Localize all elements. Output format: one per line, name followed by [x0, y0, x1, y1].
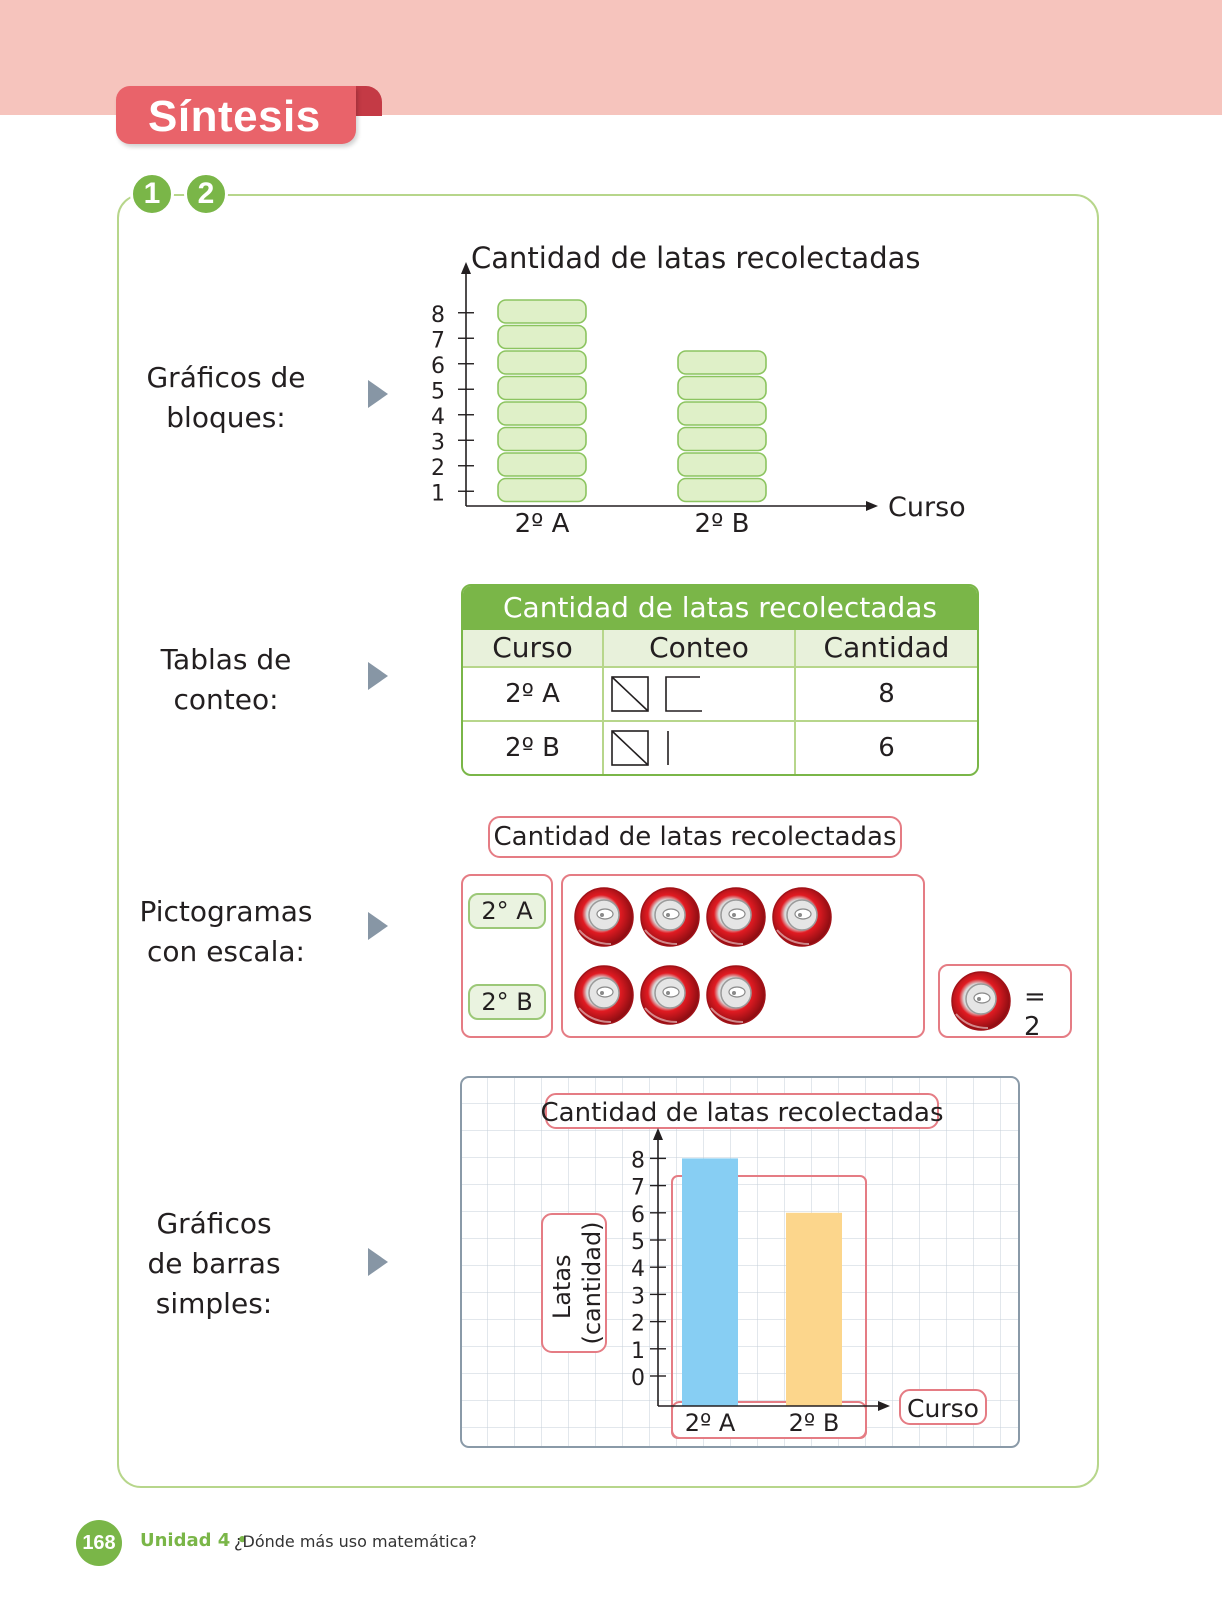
- row-label-tally: Tablas de conteo:: [160, 643, 292, 716]
- block-0: [498, 453, 586, 476]
- arrow-right-icon: [368, 662, 388, 690]
- cell-cantidad: 8: [878, 679, 895, 709]
- cell-curso: 2º A: [463, 668, 604, 720]
- tally-table: [461, 584, 979, 776]
- bar-y-tick-label: 2: [631, 1311, 645, 1337]
- bar-1: [786, 1213, 842, 1406]
- tally-table-caption: Cantidad de latas recolectadas: [463, 586, 977, 630]
- cell-curso: 2º B: [463, 722, 604, 774]
- pictogram-scale-text: = 2: [1024, 982, 1046, 1042]
- bar-category-label: 2º A: [684, 1409, 736, 1437]
- y-tick-label: 1: [431, 481, 445, 507]
- table-row: [463, 720, 977, 774]
- block-category-label: 2º B: [694, 509, 750, 539]
- block-0: [498, 377, 586, 400]
- table-row: [463, 666, 977, 720]
- bar-category-label: 2º B: [788, 1409, 840, 1437]
- soda-can-icon: [703, 884, 769, 950]
- block-0: [498, 300, 586, 323]
- cell-conteo: [604, 668, 796, 720]
- arrow-right-icon: [368, 912, 388, 940]
- footer-subtitle: ¿Dónde más uso matemática?: [234, 1532, 477, 1551]
- tally-marks-icon: [604, 722, 794, 774]
- pictogram-scale-box: [938, 964, 1072, 1042]
- y-axis-arrow-icon: [461, 262, 471, 274]
- bar-chart: [460, 1076, 1020, 1448]
- block-chart: [420, 236, 980, 556]
- block-0: [498, 326, 586, 349]
- pictogram-label-2b: 2° B: [468, 984, 546, 1020]
- pictogram-icons-box: [561, 874, 925, 1038]
- bar-chart-xlabel: Curso: [907, 1394, 979, 1423]
- row-label-bars: Gráficos de barras simples:: [147, 1207, 281, 1320]
- y-tick-label: 8: [431, 302, 445, 328]
- bar-y-tick-label: 7: [631, 1175, 645, 1201]
- soda-can-icon: [703, 962, 769, 1028]
- block-0: [498, 351, 586, 374]
- bar-0: [682, 1158, 738, 1406]
- title-tab-fold: [352, 86, 382, 116]
- page-number: 168: [76, 1520, 122, 1566]
- header-conteo: Conteo: [604, 630, 796, 666]
- row-label-pictogram: Pictogramas con escala:: [139, 895, 313, 968]
- tally-marks-icon: [604, 668, 794, 720]
- block-1: [678, 402, 766, 425]
- bar-y-tick-label: 6: [631, 1202, 645, 1228]
- header-curso: Curso: [463, 630, 604, 666]
- block-0: [498, 402, 586, 425]
- block-chart-title: Cantidad de latas recolectadas: [471, 241, 921, 275]
- footer-unit: Unidad 4 •: [140, 1530, 249, 1551]
- bar-y-tick-label: 3: [631, 1284, 645, 1310]
- bar-y-tick-label: 0: [631, 1366, 645, 1391]
- y-tick-label: 2: [431, 455, 445, 481]
- y-tick-label: 6: [431, 353, 445, 379]
- block-1: [678, 351, 766, 374]
- bar-y-tick-label: 8: [631, 1148, 645, 1174]
- soda-can-icon: [948, 968, 1014, 1034]
- bar-y-tick-label: 4: [631, 1257, 645, 1283]
- row-label-blocks: Gráficos de bloques:: [146, 361, 306, 434]
- tally-table-header: [463, 630, 977, 666]
- page-title: Síntesis: [148, 92, 321, 141]
- block-category-label: 2º A: [514, 509, 570, 539]
- soda-can-icon: [769, 884, 835, 950]
- x-axis-arrow-icon: [866, 501, 878, 511]
- bar-chart-ylabel: Latas (cantidad): [548, 1221, 606, 1345]
- soda-can-icon: [637, 962, 703, 1028]
- badge-2: 2: [184, 172, 228, 216]
- block-1: [678, 453, 766, 476]
- bar-chart-title: Cantidad de latas recolectadas: [540, 1098, 944, 1128]
- y-tick-label: 7: [431, 328, 445, 354]
- badge-1: 1: [130, 172, 174, 216]
- block-1: [678, 377, 766, 400]
- soda-can-icon: [571, 884, 637, 950]
- y-tick-label: 3: [431, 430, 445, 456]
- soda-can-icon: [637, 884, 703, 950]
- header-cantidad: Cantidad: [823, 631, 950, 664]
- arrow-right-icon: [368, 1248, 388, 1276]
- bar-y-tick-label: 5: [631, 1230, 645, 1255]
- pictogram-label-2a: 2° A: [468, 893, 546, 929]
- cell-conteo: [604, 722, 796, 774]
- block-1: [678, 428, 766, 451]
- y-tick-label: 4: [431, 404, 445, 430]
- arrow-right-icon: [368, 380, 388, 408]
- cell-cantidad: 6: [878, 733, 895, 763]
- pictogram-title: Cantidad de latas recolectadas: [488, 816, 902, 858]
- soda-can-icon: [571, 962, 637, 1028]
- block-0: [498, 428, 586, 451]
- block-chart-x-label: Curso: [888, 492, 966, 523]
- block-1: [678, 479, 766, 502]
- block-0: [498, 479, 586, 502]
- bar-y-tick-label: 1: [631, 1338, 645, 1364]
- y-tick-label: 5: [431, 379, 445, 405]
